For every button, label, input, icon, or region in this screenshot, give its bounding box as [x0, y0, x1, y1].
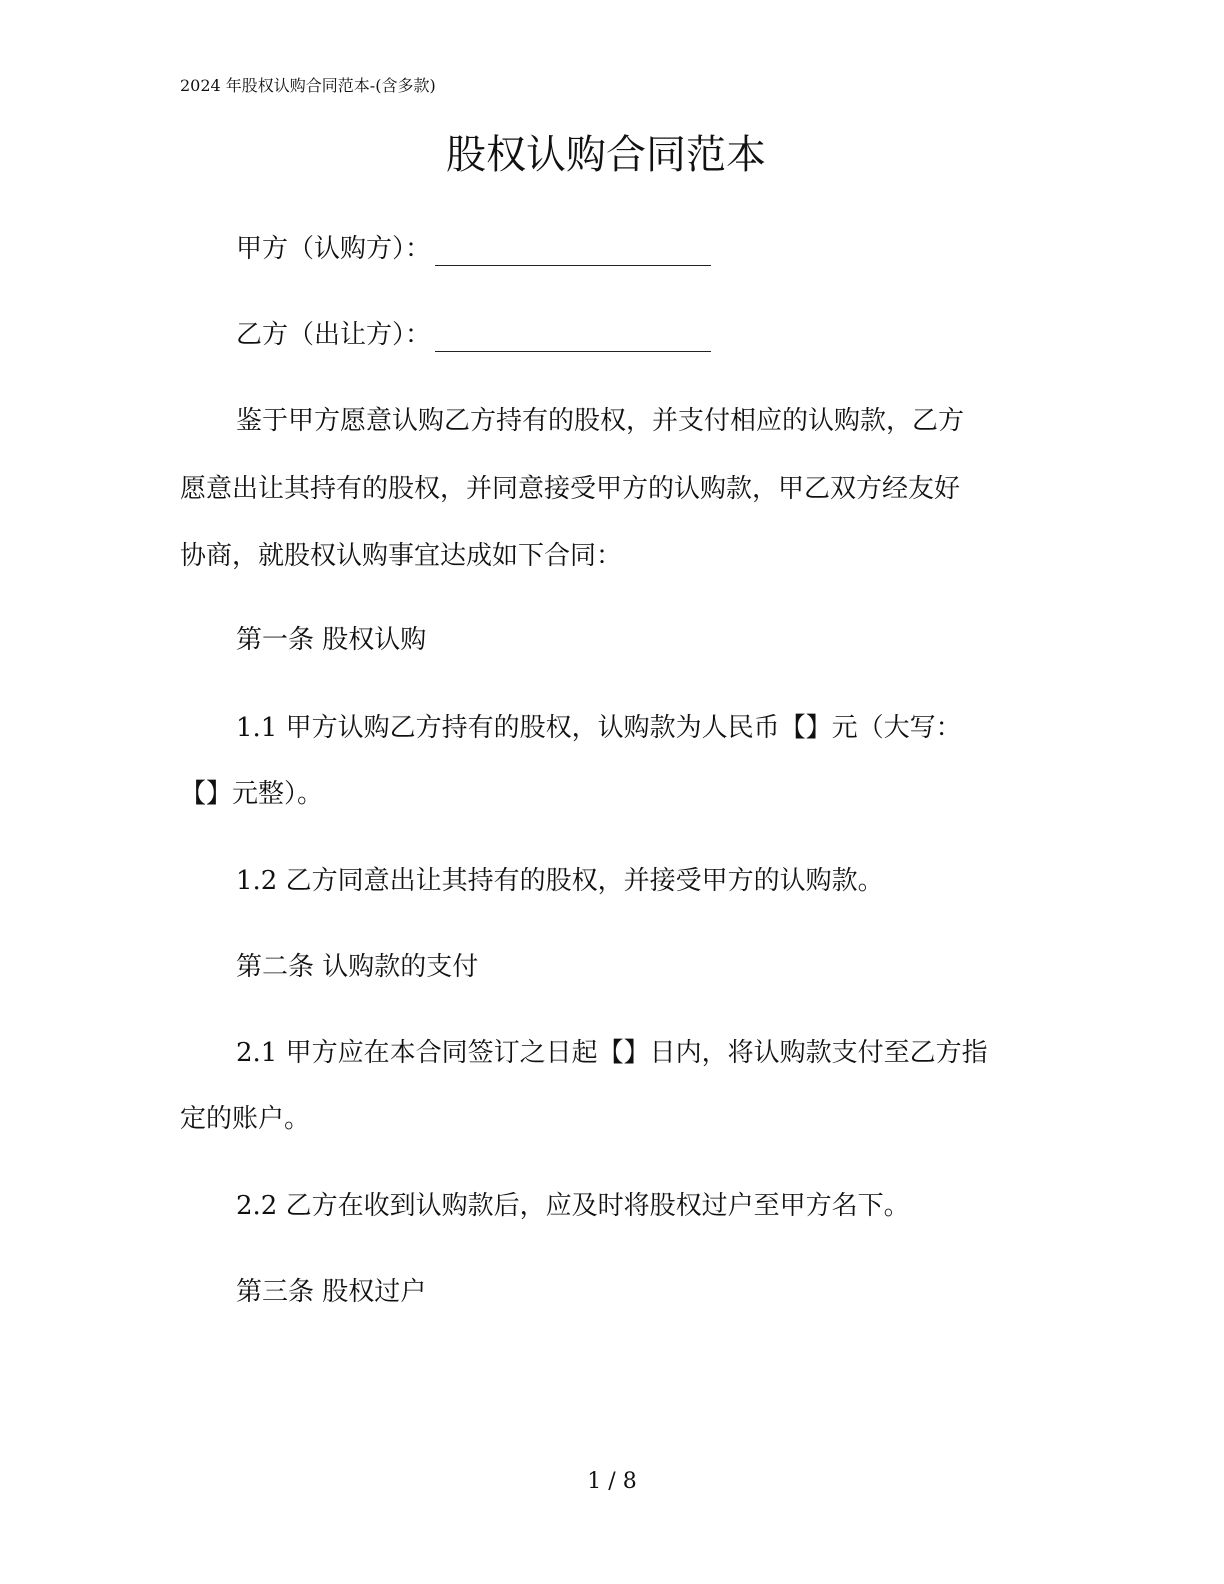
clause-1-1-line-1: 1.1 甲方认购乙方持有的股权，认购款为人民币【】元（大写：: [236, 713, 962, 743]
party-a-line: [236, 232, 711, 266]
party-b-blank: [435, 321, 711, 352]
clause-1-2: 1.2 乙方同意出让其持有的股权，并接受甲方的认购款。: [236, 866, 884, 896]
party-b-label: 乙方（出让方）：: [236, 320, 432, 350]
preamble-line-2: 愿意出让其持有的股权，并同意接受甲方的认购款，甲乙双方经友好: [180, 474, 961, 504]
article-1-heading: 第一条 股权认购: [236, 625, 427, 655]
preamble-line-1: 鉴于甲方愿意认购乙方持有的股权，并支付相应的认购款，乙方: [236, 406, 965, 436]
clause-1-1-line-2: 【】元整）。: [180, 779, 324, 809]
party-a-label: 甲方（认购方）：: [236, 234, 432, 264]
preamble-line-3: 协商，就股权认购事宜达成如下合同：: [180, 541, 623, 571]
running-header: 2024 年股权认购合同范本-(含多款): [180, 76, 436, 95]
article-2-heading: 第二条 认购款的支付: [236, 952, 479, 982]
clause-2-2: 2.2 乙方在收到认购款后，应及时将股权过户至甲方名下。: [236, 1191, 910, 1221]
party-a-blank: [435, 235, 711, 266]
clause-2-1-line-2: 定的账户。: [180, 1104, 311, 1134]
document-title: 股权认购合同范本: [446, 132, 766, 178]
article-3-heading: 第三条 股权过户: [236, 1277, 427, 1307]
page-number: 1 / 8: [587, 1469, 637, 1494]
party-b-line: [236, 318, 711, 352]
clause-2-1-line-1: 2.1 甲方应在本合同签订之日起【】日内，将认购款支付至乙方指: [236, 1038, 988, 1068]
